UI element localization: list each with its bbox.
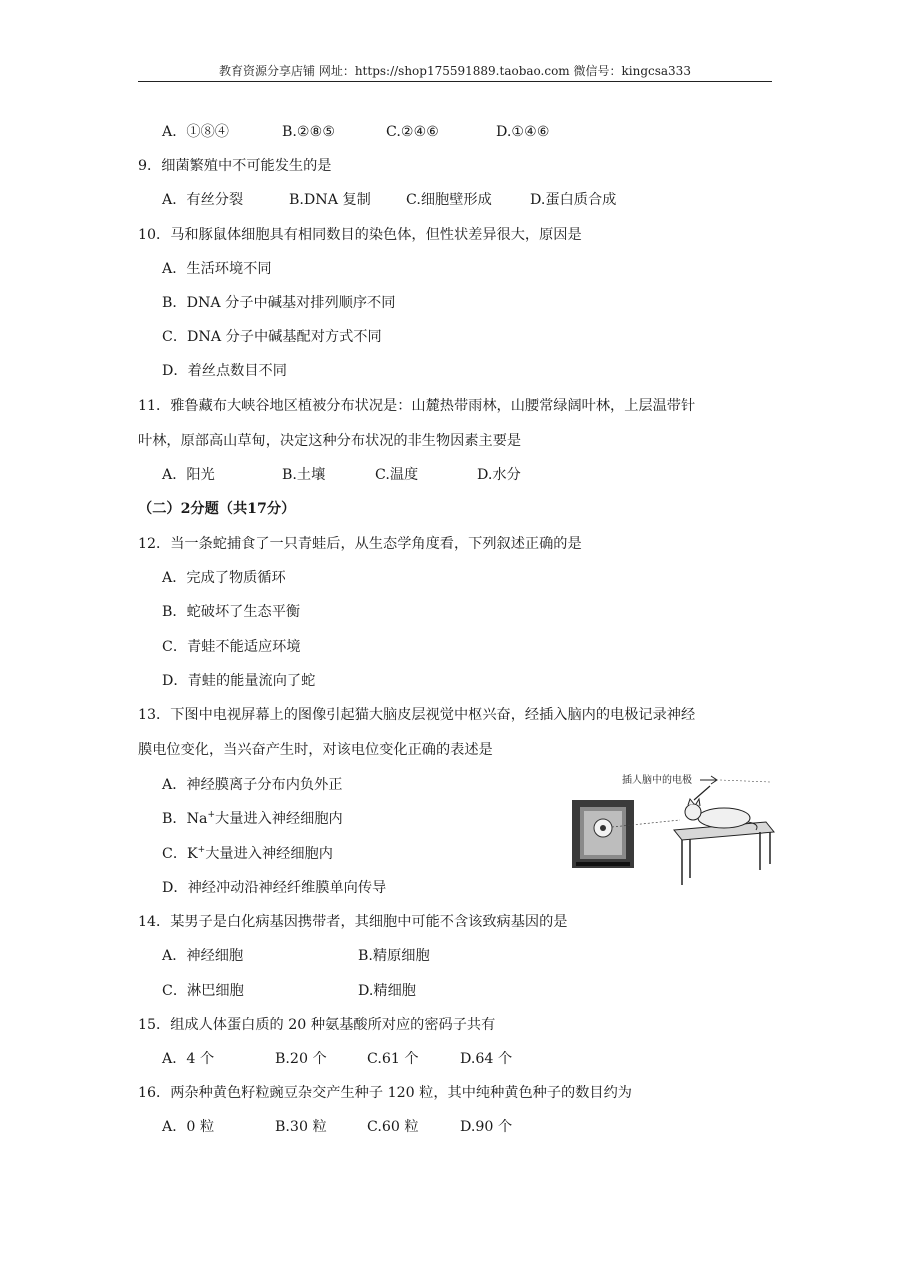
q11-stem-line1: 11．雅鲁藏布大峡谷地区植被分布状况是：山麓热带雨林，山腰常绿阔叶林，上层温带针 — [138, 398, 696, 414]
q9-stem: 9．细菌繁殖中不可能发生的是 — [138, 158, 332, 174]
q15-option-b: B.20 个 — [275, 1051, 327, 1067]
q12-option-c: C．青蛙不能适应环境 — [162, 639, 301, 655]
q10-option-b: B．DNA 分子中碱基对排列顺序不同 — [162, 295, 396, 311]
q15-stem: 15．组成人体蛋白质的 20 种氨基酸所对应的密码子共有 — [138, 1017, 496, 1033]
q15-option-c: C.61 个 — [367, 1051, 419, 1067]
figure-electrode-label: 插人脑中的电极 — [622, 775, 692, 786]
q14-option-d: D.精细胞 — [358, 983, 416, 999]
q16-option-d: D.90 个 — [460, 1119, 513, 1135]
q11-option-a: A．阳光 — [162, 467, 215, 483]
q13-option-d: D．神经冲动沿神经纤维膜单向传导 — [162, 880, 387, 896]
q9-option-d: D.蛋白质合成 — [530, 192, 617, 208]
cat-icon — [685, 786, 757, 830]
q10-option-d: D．着丝点数目不同 — [162, 363, 287, 379]
q13-stem-line2: 膜电位变化，当兴奋产生时，对该电位变化正确的表述是 — [138, 742, 493, 758]
q16-option-a: A．0 粒 — [162, 1119, 215, 1135]
q16-option-c: C.60 粒 — [367, 1119, 419, 1135]
figure-arrow-icon — [700, 776, 717, 784]
q8-option-b: B.②⑧⑤ — [282, 124, 336, 140]
q12-option-d: D．青蛙的能量流向了蛇 — [162, 673, 316, 689]
q9-option-b: B.DNA 复制 — [289, 192, 371, 208]
q14-option-c: C．淋巴细胞 — [162, 983, 244, 999]
q15-option-a: A．4 个 — [162, 1051, 215, 1067]
q11-option-b: B.土壤 — [282, 467, 326, 483]
q11-option-c: C.温度 — [375, 467, 419, 483]
figure-wire — [720, 780, 770, 782]
q12-option-a: A．完成了物质循环 — [162, 570, 286, 586]
q13-option-c-text: 大量进入神经细胞内 — [205, 846, 333, 862]
q14-option-b: B.精原细胞 — [358, 948, 430, 964]
q9-option-a: A．有丝分裂 — [162, 192, 244, 208]
q13-option-c — [162, 844, 333, 864]
q13-option-a: A．神经膜离子分布内负外正 — [162, 777, 343, 793]
section-heading: （二）2分题（共17分） — [138, 501, 296, 517]
q13-option-b — [162, 809, 343, 829]
q15-option-d: D.64 个 — [460, 1051, 513, 1067]
q14-stem: 14．某男子是白化病基因携带者，其细胞中可能不含该致病基因的是 — [138, 914, 568, 930]
q13-option-c-prefix: C．K — [162, 846, 198, 862]
q10-option-a: A．生活环境不同 — [162, 261, 272, 277]
tv-set-icon — [572, 800, 634, 868]
q8-option-d: D.①④⑥ — [496, 124, 550, 140]
q10-option-c: C．DNA 分子中碱基配对方式不同 — [162, 329, 382, 345]
q16-stem: 16．两杂种黄色籽粒豌豆杂交产生种子 120 粒，其中纯种黄色种子的数目约为 — [138, 1085, 632, 1101]
q8-option-c: C.②④⑥ — [386, 124, 440, 140]
page-header: 教育资源分享店铺 网址：https://shop175591889.taobao.com 微信号：kingcsa333 — [219, 64, 691, 78]
q14-option-a: A．神经细胞 — [162, 948, 244, 964]
q13-option-c-charge: + — [197, 845, 206, 855]
table-icon — [674, 822, 774, 885]
q9-option-c: C.细胞壁形成 — [406, 192, 492, 208]
q8-option-a: A．①⑧④ — [162, 124, 229, 140]
q13-option-b-text: 大量进入神经细胞内 — [215, 811, 343, 827]
tv-cat-electrode-figure — [570, 770, 775, 890]
q11-option-d: D.水分 — [477, 467, 521, 483]
q12-option-b: B．蛇破坏了生态平衡 — [162, 604, 301, 620]
q13-option-b-prefix: B．Na — [162, 811, 208, 827]
q13-option-b-charge: + — [207, 810, 216, 820]
header-rule — [138, 81, 772, 82]
q12-stem: 12．当一条蛇捕食了一只青蛙后，从生态学角度看，下列叙述正确的是 — [138, 536, 582, 552]
q13-stem-line1: 13．下图中电视屏幕上的图像引起猫大脑皮层视觉中枢兴奋，经插入脑内的电极记录神经 — [138, 707, 696, 723]
q10-stem: 10．马和豚鼠体细胞具有相同数目的染色体，但性状差异很大，原因是 — [138, 227, 582, 243]
q11-stem-line2: 叶林，原部高山草甸，决定这种分布状况的非生物因素主要是 — [138, 433, 522, 449]
q16-option-b: B.30 粒 — [275, 1119, 327, 1135]
